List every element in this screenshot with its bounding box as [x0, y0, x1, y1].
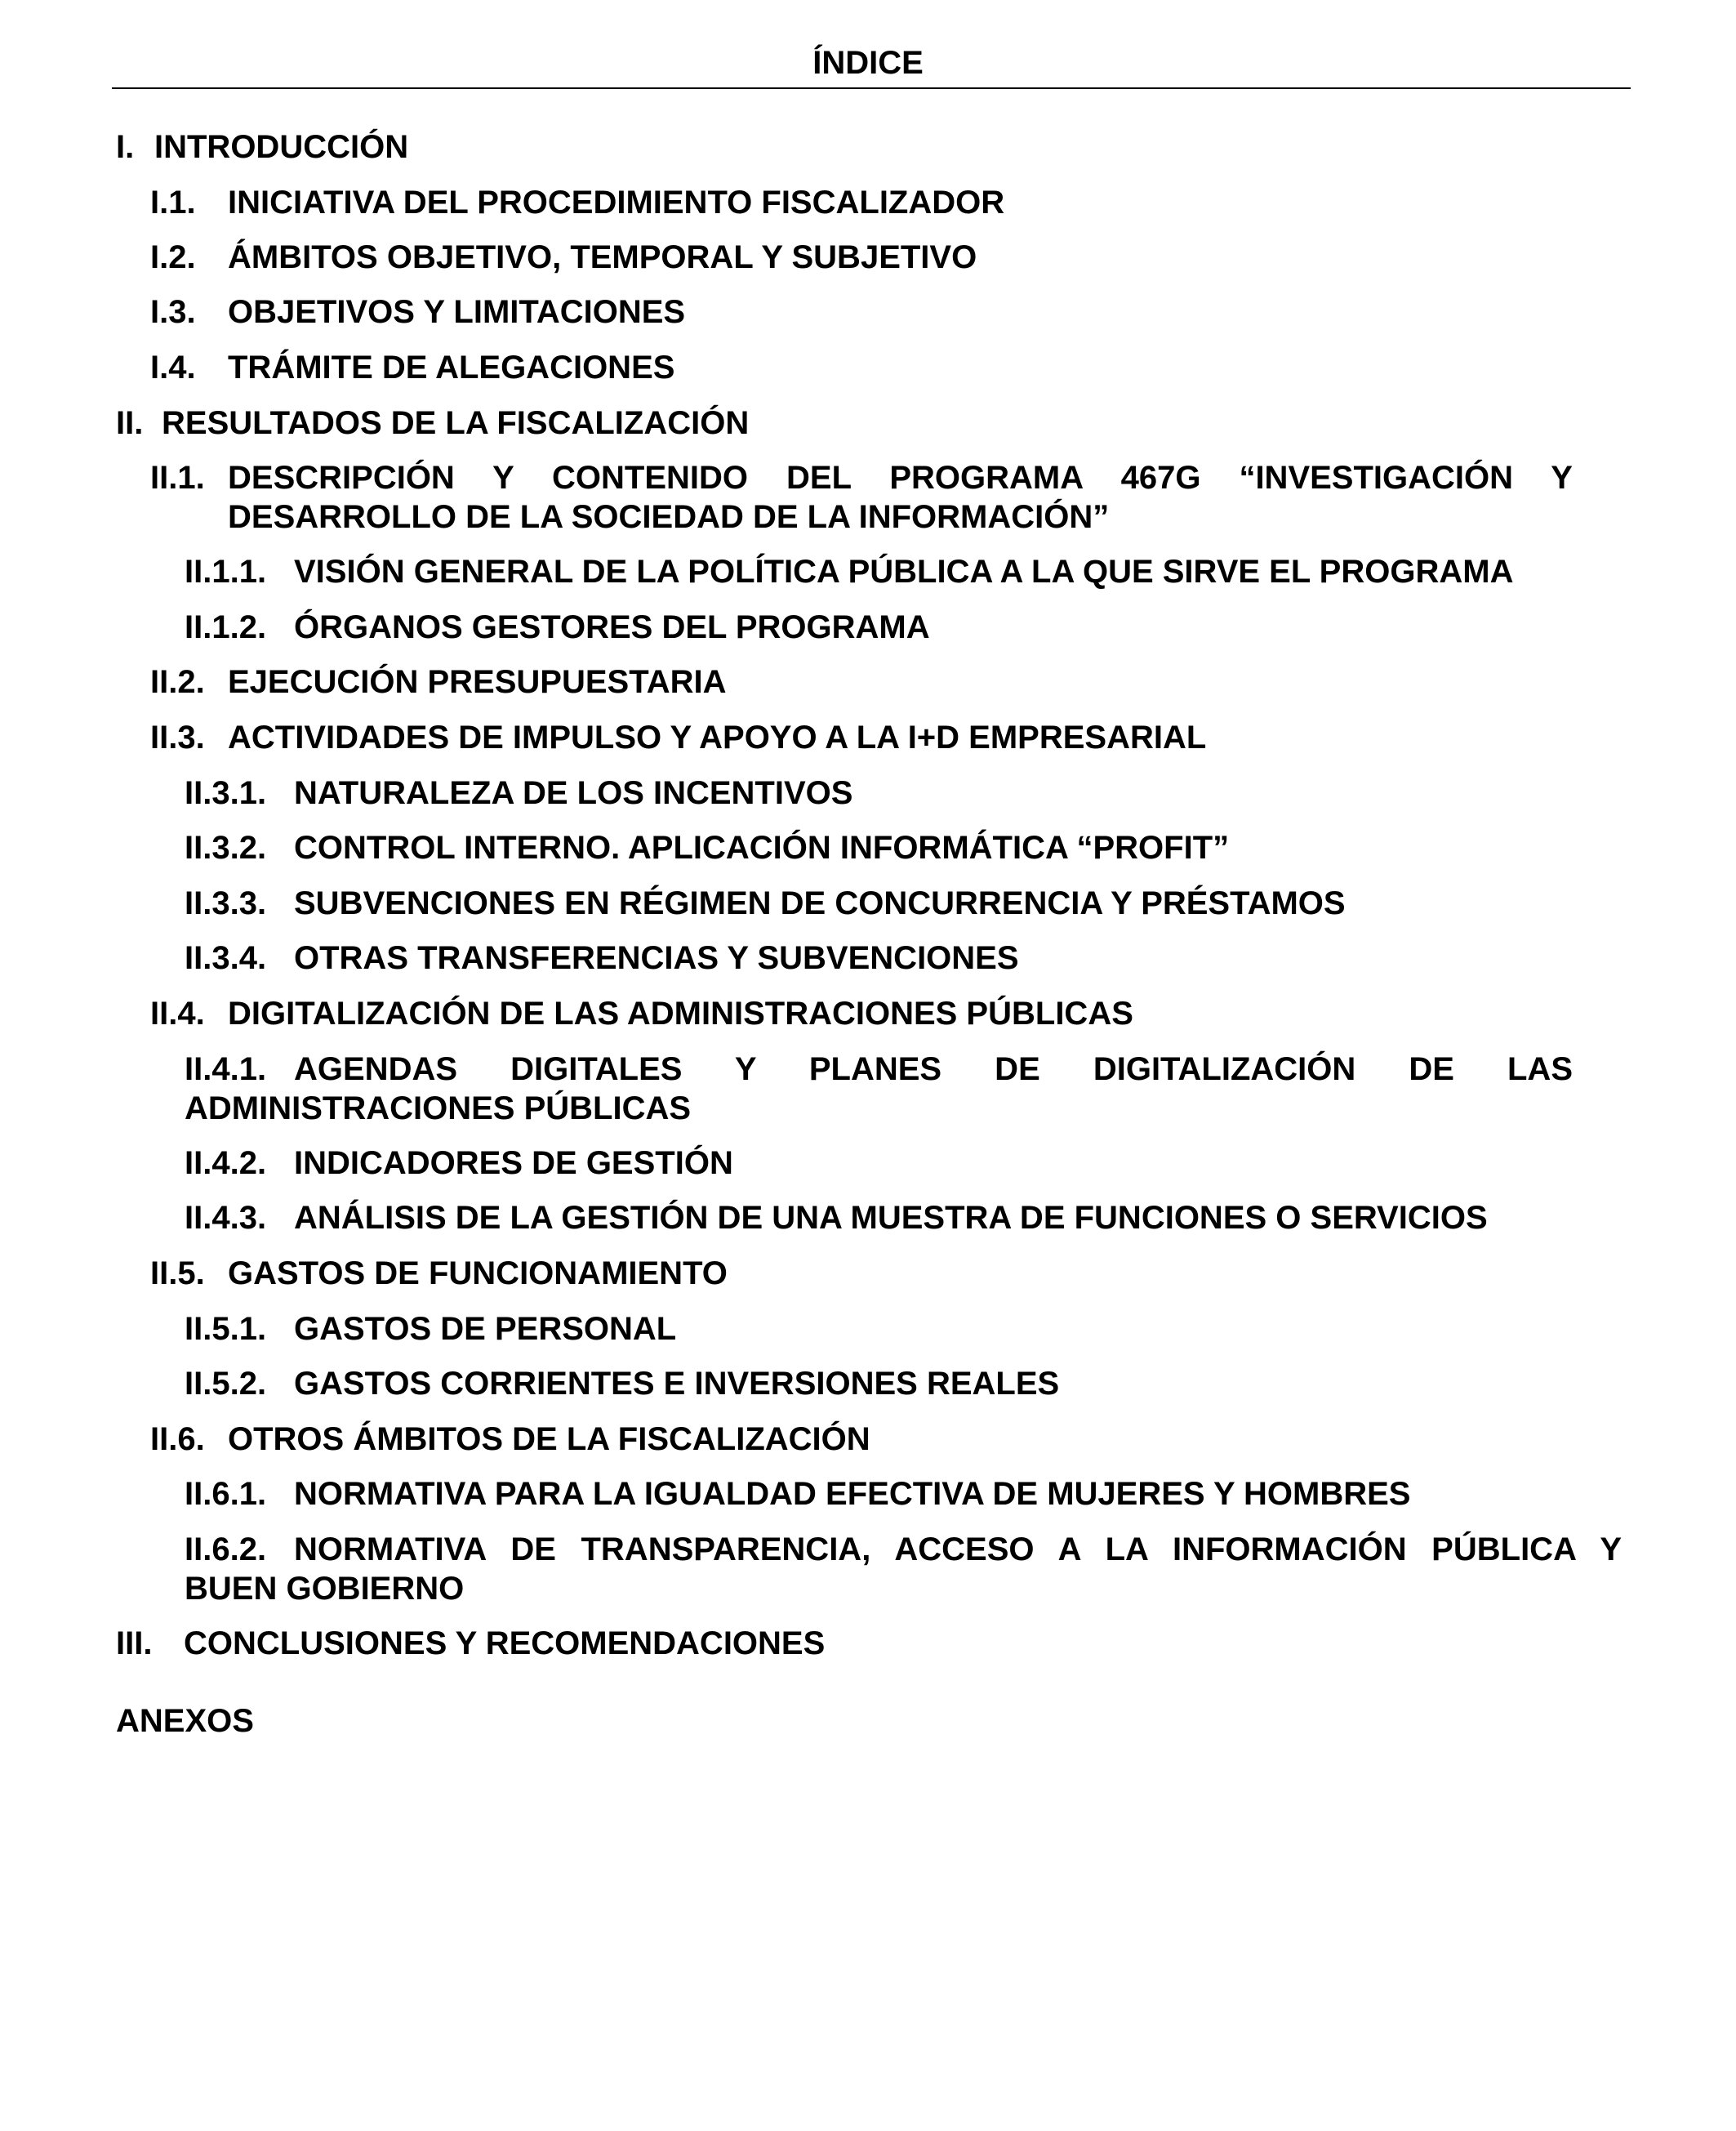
toc-entry-ii-1[interactable]: [150, 458, 1573, 537]
toc-entry-text: [185, 1530, 1622, 1608]
toc-entry-text: INDICADORES DE GESTIÓN: [294, 1145, 733, 1181]
toc-entry-number: II.3.2.: [185, 830, 267, 866]
toc-entry-ii-6-2[interactable]: [185, 1530, 1622, 1608]
toc-entry-text: DIGITALIZACIÓN DE LAS ADMINISTRACIONES PÚBLICAS: [228, 996, 1133, 1032]
toc-entry-text: EJECUCIÓN PRESUPUESTARIA: [228, 664, 727, 700]
toc-entry-number: III.: [116, 1625, 153, 1661]
toc-entry-text-line: DESARROLLO DE LA SOCIEDAD DE LA INFORMACIÓN”: [228, 499, 1110, 535]
toc-entry-number: II.6.2.: [185, 1531, 267, 1567]
toc-entry-ii-4-1[interactable]: [185, 1050, 1573, 1128]
toc-entry-text-line: AGENDAS DIGITALES Y PLANES DE DIGITALIZACIÓN DE LAS: [294, 1051, 1573, 1087]
toc-entry-text: ACTIVIDADES DE IMPULSO Y APOYO A LA I+D EMPRESARIAL: [228, 720, 1207, 756]
toc-entry-number: II.6.: [150, 1421, 205, 1457]
toc-entry-text: OTRAS TRANSFERENCIAS Y SUBVENCIONES: [294, 940, 1019, 976]
toc-entry-text: CONTROL INTERNO. APLICACIÓN INFORMÁTICA “PROFIT”: [294, 830, 1230, 866]
toc-entry-text: [228, 458, 1573, 537]
toc-entry-text: NATURALEZA DE LOS INCENTIVOS: [294, 775, 853, 811]
toc-entry-text: ANEXOS: [116, 1703, 254, 1739]
toc-entry-text: ANÁLISIS DE LA GESTIÓN DE UNA MUESTRA DE FUNCIONES O SERVICIOS: [294, 1200, 1488, 1236]
toc-entry-text: [185, 1050, 1573, 1128]
toc-entry-text: NORMATIVA PARA LA IGUALDAD EFECTIVA DE MUJERES Y HOMBRES: [294, 1476, 1411, 1512]
toc-entry-number: I.3.: [150, 294, 196, 330]
toc-entry-text: TRÁMITE DE ALEGACIONES: [228, 350, 675, 386]
toc-entry-text: RESULTADOS DE LA FISCALIZACIÓN: [162, 405, 750, 441]
toc-entry-number: II.4.1.: [185, 1051, 267, 1087]
toc-entry-number: I.1.: [150, 185, 196, 221]
toc-entry-number: II.3.1.: [185, 775, 267, 811]
toc-entry-text: GASTOS DE FUNCIONAMIENTO: [228, 1255, 728, 1291]
toc-entry-number: II.3.4.: [185, 940, 267, 976]
toc-entry-text-line: NORMATIVA DE TRANSPARENCIA, ACCESO A LA INFORMACIÓN PÚBLICA Y: [294, 1531, 1622, 1567]
toc-entry-number: II.5.1.: [185, 1311, 267, 1347]
toc-entry-text: INICIATIVA DEL PROCEDIMIENTO FISCALIZADOR: [228, 185, 1005, 221]
toc-entry-text: GASTOS DE PERSONAL: [294, 1311, 677, 1347]
toc-entry-text-line: BUEN GOBIERNO: [185, 1571, 465, 1607]
toc-entry-number: II.5.: [150, 1255, 205, 1291]
toc-entry-text: GASTOS CORRIENTES E INVERSIONES REALES: [294, 1366, 1060, 1402]
toc-entry-number: I.4.: [150, 350, 196, 386]
toc-entry-number: II.1.2.: [185, 609, 267, 645]
toc-entry-number: II.1.1.: [185, 554, 267, 590]
page-title: ÍNDICE: [812, 45, 924, 81]
toc-entry-text-line: DESCRIPCIÓN Y CONTENIDO DEL PROGRAMA 467G “INVESTIGACIÓN Y: [228, 460, 1573, 496]
toc-entry-number: II.3.3.: [185, 885, 267, 921]
toc-entry-number: II.: [116, 405, 144, 441]
toc-entry-number: II.2.: [150, 664, 205, 700]
toc-entry-text: ÁMBITOS OBJETIVO, TEMPORAL Y SUBJETIVO: [228, 239, 977, 275]
toc-entry-text: OTROS ÁMBITOS DE LA FISCALIZACIÓN: [228, 1421, 870, 1457]
toc-entry-text: OBJETIVOS Y LIMITACIONES: [228, 294, 686, 330]
toc-entry-number: I.: [116, 129, 135, 165]
toc-entry-number: II.4.: [150, 996, 205, 1032]
toc-entry-text: VISIÓN GENERAL DE LA POLÍTICA PÚBLICA A LA QUE SIRVE EL PROGRAMA: [294, 554, 1514, 590]
toc-entry-number: II.5.2.: [185, 1366, 267, 1402]
toc-entry-text: SUBVENCIONES EN RÉGIMEN DE CONCURRENCIA Y PRÉSTAMOS: [294, 885, 1346, 921]
toc-entry-number: II.1.: [150, 460, 205, 496]
toc-entry-number: I.2.: [150, 239, 196, 275]
toc-entry-text-line: ADMINISTRACIONES PÚBLICAS: [185, 1090, 692, 1126]
toc-entry-number: II.4.2.: [185, 1145, 267, 1181]
toc-entry-text: CONCLUSIONES Y RECOMENDACIONES: [184, 1625, 826, 1661]
toc-entry-text: INTRODUCCIÓN: [154, 129, 409, 165]
toc-entry-number: II.4.3.: [185, 1200, 267, 1236]
toc-entry-text: ÓRGANOS GESTORES DEL PROGRAMA: [294, 609, 930, 645]
toc-entry-number: II.3.: [150, 720, 205, 756]
toc-entry-number: II.6.1.: [185, 1476, 267, 1512]
